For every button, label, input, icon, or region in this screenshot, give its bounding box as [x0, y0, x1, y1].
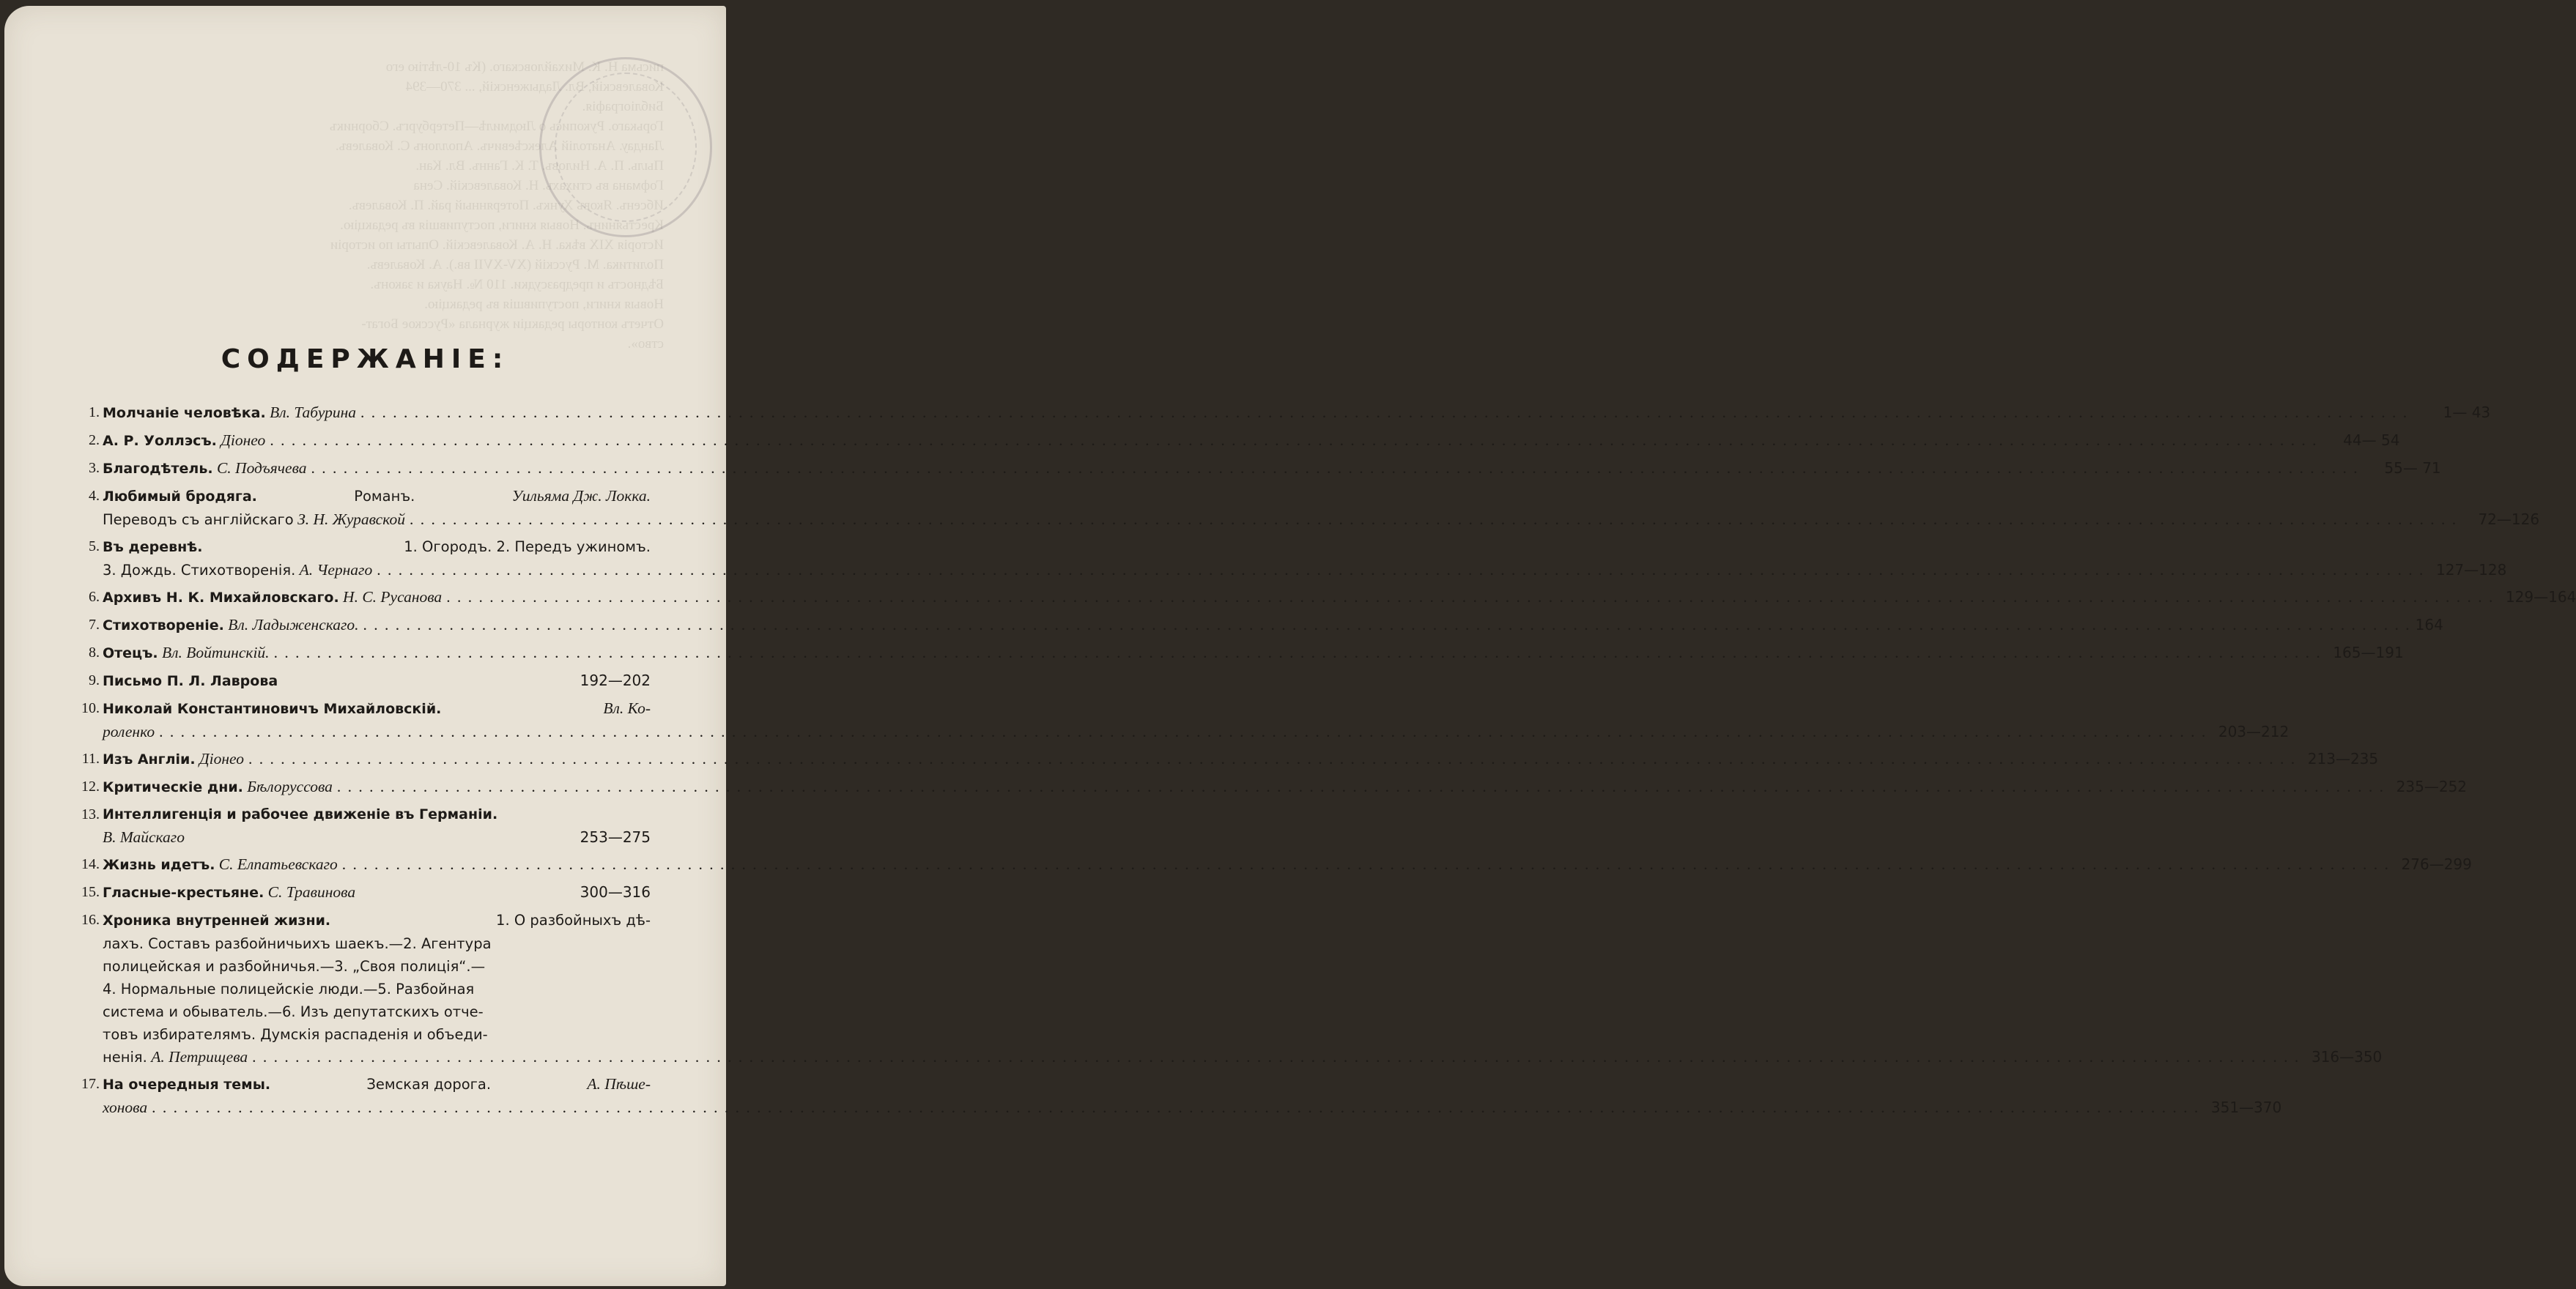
- entry-title: Архивъ Н. К. Михайловскаго.: [103, 590, 339, 606]
- toc-entry: [76, 535, 2507, 582]
- entry-number: 16.: [81, 912, 100, 928]
- toc-entry: [76, 853, 2472, 877]
- entry-title: Отецъ.: [103, 645, 158, 661]
- entry-author: З. Н. Журавской: [297, 510, 405, 528]
- entry-number: 8.: [89, 644, 100, 661]
- entry-number: 14.: [81, 856, 100, 872]
- toc-entry: [76, 909, 2383, 1069]
- entry-title: Изъ Англіи.: [103, 751, 196, 768]
- entry-pages: 164: [2415, 616, 2443, 634]
- leader-dots: [342, 853, 2390, 876]
- leader-dots: [337, 776, 2385, 798]
- entry-number: 2.: [89, 432, 100, 448]
- entry-title: Стихотвореніе.: [103, 617, 224, 634]
- entry-author: Н. С. Русанова: [343, 588, 443, 606]
- entry-author: Діонео: [221, 431, 266, 449]
- entry-pages: 300—316: [580, 883, 651, 901]
- entry-author: Вл. Войтинскій.: [162, 644, 270, 661]
- entry-title: Благодѣтель.: [103, 461, 213, 477]
- entry-text-line: товъ избирателямъ. Думскія распаденія и объеди-: [103, 1026, 488, 1043]
- entry-text: Земская дорога.: [366, 1076, 492, 1093]
- entry-pages: 253—275: [580, 828, 651, 846]
- leader-dots: [446, 586, 2494, 609]
- entry-number: 1.: [89, 404, 100, 420]
- entry-pages: 44— 54: [2343, 431, 2400, 449]
- entry-author: Уильяма Дж. Локка.: [511, 487, 651, 505]
- entry-number: 3.: [89, 460, 100, 476]
- leader-dots: [252, 1046, 2300, 1069]
- entry-pages: 72—126: [2478, 510, 2540, 528]
- leader-dots: [363, 614, 2411, 636]
- entry-author: С. Елпатьевскаго: [218, 855, 338, 873]
- entry-author: Вл. Ко-: [603, 699, 651, 717]
- toc-entry: [76, 457, 2441, 480]
- entry-number: 13.: [81, 806, 100, 822]
- table-of-contents: [76, 401, 2576, 1123]
- entry-title: Хроника внутренней жизни.: [103, 913, 331, 929]
- entry-title: Письмо П. Л. Лаврова: [103, 673, 278, 689]
- entry-author: Вл. Табурина: [270, 404, 357, 421]
- toc-entry: [76, 748, 2379, 771]
- entry-text: Переводъ съ англійскаго: [103, 511, 294, 528]
- entry-pages: 316—350: [2311, 1048, 2383, 1066]
- entry-author: А. Чернаго: [299, 561, 373, 579]
- toc-entry: [76, 881, 651, 904]
- entry-author: В. Майскаго: [103, 828, 185, 846]
- toc-entry: [76, 485, 2540, 531]
- entry-title: Критическіе дни.: [103, 779, 243, 795]
- entry-title: Гласные-крестьяне.: [103, 885, 264, 901]
- entry-number: 6.: [89, 589, 100, 605]
- entry-text: ненія.: [103, 1049, 147, 1066]
- entry-pages: 55— 71: [2384, 459, 2441, 477]
- entry-pages: 129—164: [2505, 588, 2576, 606]
- bleed-through-text: письма Н. К. Михайловскаго. (Къ 10-лѣтію его Ковалевскій, Вл. Ладыженскій, ... 370—394 Библіографія. Горькаго. Рукопись о Людмилѣ—Петербургъ. Сборникъ Ландау. Анатолій Алексѣевичъ. Аполлонъ С. Ковалевъ. Пыль. П. А. Ниловъ. Т. К. Ганнъ. Вл. Кан. Гофмана въ стихахъ. Н. Ковалевскій. Сена Ибсенъ. Яковъ Хункъ. Потерянный рай. П. Ковалевъ. Крестьянинъ. Новыя книги, поступившія въ редакцію. Исторія XIX вѣка. Н. А. Ковалевскій. Опыты по исторіи Политика. М. Русскій (XV-XVII вв.). А. Ковалевъ. Бѣдность и предразсудки. 110 №. Наука и законъ. Новыя книги, поступившія въ редакцію. Отчетъ конторы редакціи журнала «Русское Богат- ство».: [329, 59, 664, 352]
- entry-author: А. Пѣше-: [587, 1075, 651, 1093]
- entry-pages: 351—370: [2210, 1099, 2282, 1116]
- entry-pages: 276—299: [2401, 855, 2472, 873]
- entry-text: 1. Огородъ. 2. Передъ ужиномъ.: [404, 538, 651, 555]
- book-page: [4, 6, 2576, 1286]
- leader-dots: [152, 1096, 2199, 1119]
- entry-pages: 192—202: [580, 672, 651, 689]
- entry-pages: 203—212: [2218, 723, 2290, 740]
- entry-pages: 213—235: [2307, 750, 2379, 768]
- entry-pages: 1— 43: [2443, 404, 2491, 421]
- leader-dots: [159, 721, 2207, 743]
- toc-entry: [76, 697, 2290, 743]
- entry-title: Николай Константиновичъ Михайловскій.: [103, 701, 442, 717]
- entry-number: 10.: [81, 700, 100, 716]
- entry-pages: 235—252: [2396, 778, 2468, 795]
- entry-author: С. Подъячева: [216, 459, 307, 477]
- entry-number: 5.: [89, 538, 100, 554]
- entry-pages: 165—191: [2333, 644, 2404, 661]
- toc-entry: [76, 803, 651, 849]
- entry-author: Вл. Ладыженскаго.: [228, 616, 359, 634]
- entry-author: Бѣлоруссова: [247, 778, 333, 795]
- entry-author: роленко: [103, 723, 155, 740]
- entry-author: хонова: [103, 1099, 148, 1116]
- entry-title: На очередныя темы.: [103, 1077, 271, 1093]
- entry-text-line: полицейская и разбойничья.—3. „Своя полиція“.—: [103, 958, 486, 975]
- entry-number: 4.: [89, 488, 100, 504]
- leader-dots: [377, 559, 2424, 582]
- leader-dots: [360, 401, 2408, 424]
- toc-entry: [76, 776, 2468, 799]
- toc-entry: [76, 1073, 2282, 1119]
- entry-number: 7.: [89, 617, 100, 633]
- entry-author: А. Петрищева: [151, 1048, 248, 1066]
- toc-entry: [76, 642, 2404, 665]
- entry-title: Молчаніе человѣка.: [103, 405, 266, 421]
- toc-entry: [76, 614, 2443, 637]
- entry-title: Въ деревнѣ.: [103, 539, 203, 555]
- entry-number: 9.: [89, 672, 100, 688]
- entry-author: Діонео: [199, 750, 245, 768]
- library-stamp: [539, 57, 712, 237]
- entry-number: 17.: [81, 1076, 100, 1092]
- entry-author: С. Травинова: [267, 883, 356, 901]
- entry-number: 12.: [81, 779, 100, 795]
- leader-dots: [270, 429, 2317, 452]
- leader-dots: [410, 508, 2457, 531]
- entry-title: Любимый бродяга.: [103, 489, 257, 505]
- entry-text: 1. О разбойныхъ дѣ-: [496, 912, 651, 929]
- toc-entry: [76, 401, 2491, 425]
- toc-entry: [76, 429, 2400, 453]
- entry-number: 11.: [81, 751, 100, 767]
- entry-text-line: лахъ. Составъ разбойничьихъ шаекъ.—2. Агентура: [103, 935, 492, 952]
- contents-heading: СОДЕРЖАНІЕ:: [221, 344, 510, 374]
- toc-entry: [76, 669, 651, 693]
- leader-dots: [248, 748, 2296, 770]
- entry-number: 15.: [81, 884, 100, 900]
- entry-text-line: 4. Нормальные полицейскіе люди.—5. Разбойная: [103, 981, 475, 998]
- leader-dots: [311, 457, 2359, 480]
- entry-title: Жизнь идетъ.: [103, 857, 215, 873]
- entry-pages: 127—128: [2435, 561, 2507, 579]
- entry-text: 3. Дождь. Стихотворенія.: [103, 562, 296, 579]
- entry-text: Романъ.: [354, 488, 415, 505]
- leader-dots: [274, 642, 2322, 664]
- entry-text-line: система и обыватель.—6. Изъ депутатскихъ отче-: [103, 1003, 484, 1020]
- entry-title: Интеллигенція и рабочее движеніе въ Германіи.: [103, 806, 498, 822]
- toc-entry: [76, 586, 2576, 609]
- entry-title: А. Р. Уоллэсъ.: [103, 433, 217, 449]
